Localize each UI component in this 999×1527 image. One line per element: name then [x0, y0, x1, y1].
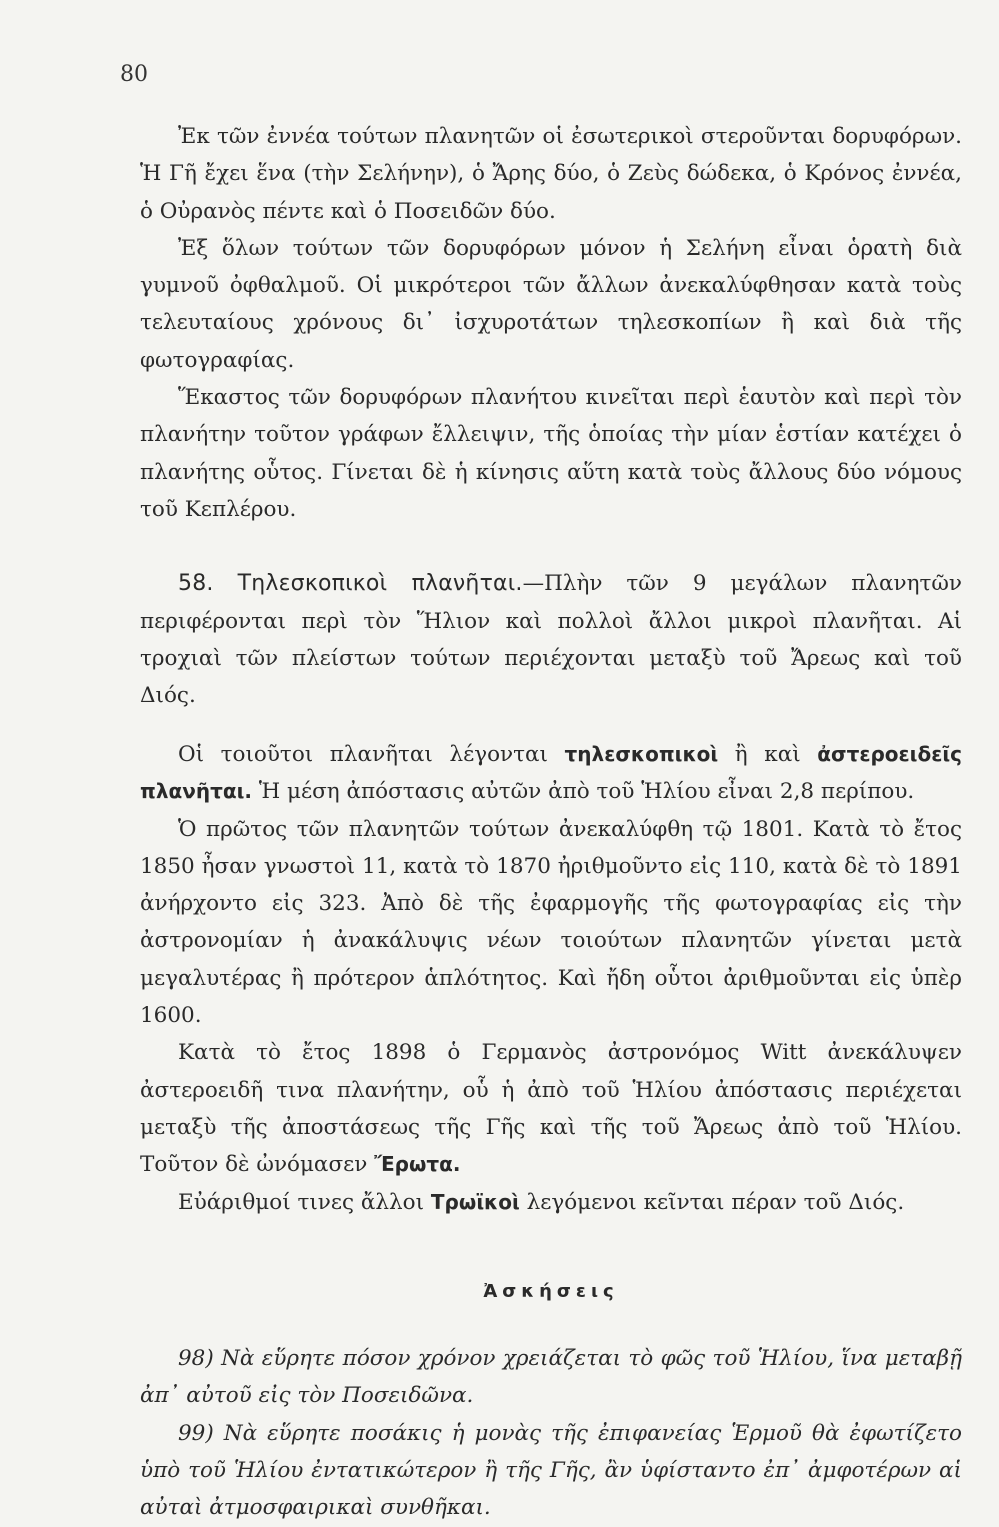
term-asteroids: ἀστεροειδεῖς πλανῆται. — [140, 741, 962, 804]
term-eros: Ἔρωτα. — [374, 1152, 461, 1177]
paragraph-telescopic-names — [140, 736, 962, 811]
paragraph-moon-visibility: Ἐξ ὅλων τούτων τῶν δορυφόρων μόνον ἡ Σελήνη εἶναι ὁρατὴ διὰ γυμνοῦ ὀφθαλμοῦ. Οἱ μικρότεροι τῶν ἄλλων ἀνεκαλύφθησαν κατὰ τοὺς τελευταίους χρόνους δι᾿ ἰσχυροτάτων τηλεσκοπίων ἢ καὶ διὰ τῆς φωτογραφίας. — [140, 235, 962, 373]
text-span: λεγόμενοι κεῖνται πέραν τοῦ Διός. — [526, 1189, 905, 1215]
paragraph-satellites-count: Ἐκ τῶν ἐννέα τούτων πλανητῶν οἱ ἐσωτερικοὶ στεροῦνται δορυφόρων. Ἡ Γῆ ἔχει ἕνα (τὴν Σελήνην), ὁ Ἄρης δύο, ὁ Ζεὺς δώδεκα, ὁ Κρόνος ἐννέα, ὁ Οὐρανὸς πέντε καὶ ὁ Ποσειδῶν δύο. — [140, 124, 962, 224]
text-span: Ἡ μέση ἀπόστασις αὐτῶν ἀπὸ τοῦ Ἡλίου εἶναι 2,8 περίπου. — [258, 779, 915, 805]
paragraph-satellite-motion: Ἕκαστος τῶν δορυφόρων πλανήτου κινεῖται περὶ ἑαυτὸν καὶ περὶ τὸν πλανήτην τοῦτον γράφων ἔλλειψιν, τῆς ὁποίας τὴν μίαν ἑστίαν κατέχει ὁ πλανήτης οὗτος. Γίνεται δὲ ἡ κίνησις αὕτη κατὰ τοὺς ἄλλους δύο νόμους τοῦ Κεπλέρου. — [140, 385, 962, 522]
exercise-99: 99) Νὰ εὕρητε ποσάκις ἡ μονὰς τῆς ἐπιφανείας Ἑρμοῦ θὰ ἐφωτίζετο ὑπὸ τοῦ Ἡλίου ἐντατικώτερον ἢ τῆς Γῆς, ἂν ὑφίσταντο ἐπ᾿ ἀμφοτέρων αἱ αὐταὶ ἀτμοσφαιρικαὶ συνθῆκαι. — [140, 1420, 962, 1521]
paragraph-eros — [140, 1034, 962, 1183]
section-number: 58. — [178, 571, 214, 597]
section-intro-text: Πλὴν τῶν 9 μεγάλων πλανητῶν περιφέρονται περὶ τὸν Ἥλιον καὶ πολλοὶ ἄλλοι μικροὶ πλανῆται. Αἱ τροχιαὶ τῶν πλείστων τούτων περιέχονται μεταξὺ τοῦ Ἄρεως καὶ τοῦ Διός. — [140, 571, 962, 709]
section-58-intro — [140, 565, 962, 714]
section-dash: — — [522, 571, 545, 597]
text-span: Οἱ τοιοῦτοι πλανῆται λέγονται — [178, 741, 548, 767]
term-trojans: Τρωϊκοὶ — [430, 1189, 520, 1214]
exercise-98: 98) Νὰ εὕρητε πόσον χρόνον χρειάζεται τὸ φῶς τοῦ Ἡλίου, ἵνα μεταβῇ ἀπ᾿ αὐτοῦ εἰς τὸν Ποσειδῶνα. — [140, 1346, 962, 1409]
term-telescopic: τηλεσκοπικοὶ — [564, 741, 719, 766]
text-span: ἢ καὶ — [734, 741, 801, 767]
text-span: Κατὰ τὸ ἔτος 1898 ὁ Γερμανὸς ἀστρονόμος Witt ἀνεκάλυψεν ἀστεροειδῆ τινα πλανήτην, οὗ ἡ ἀπὸ τοῦ Ἡλίου ἀπόστασις περιέχεται μεταξὺ τῆς ἀποστάσεως τῆς Γῆς καὶ τῆς τοῦ Ἄρεως ἀπὸ τοῦ Ἡλίου. Τοῦτον δὲ ὠνόμασεν — [140, 1040, 962, 1178]
exercises-heading: Ἀσκήσεις — [483, 1280, 619, 1302]
paragraph-discovery-history: Ὁ πρῶτος τῶν πλανητῶν τούτων ἀνεκαλύφθη τῷ 1801. Κατὰ τὸ ἔτος 1850 ἦσαν γνωστοὶ 11, κατὰ τὸ 1870 ἠριθμοῦντο εἰς 110, κατὰ δὲ τὸ 1891 ἀνήρχοντο εἰς 323. Ἀπὸ δὲ τῆς ἐφαρμογῆς τῆς φωτογραφίας εἰς τὴν ἀστρονομίαν ἡ ἀνακάλυψις νέων τοιούτων πλανητῶν γίνεται μετὰ μεγαλυτέρας ἢ πρότερον ἁπλότητος. Καὶ ἤδη οὗτοι ἀριθμοῦνται εἰς ὑπὲρ 1600. — [140, 816, 962, 1029]
page-number: 80 — [120, 62, 148, 87]
body-text — [140, 118, 962, 1527]
paragraph-trojans — [140, 1184, 962, 1221]
section-title: Τηλεσκοπικοὶ πλανῆται. — [237, 571, 523, 597]
text-span: Εὐάριθμοί τινες ἄλλοι — [178, 1189, 425, 1215]
